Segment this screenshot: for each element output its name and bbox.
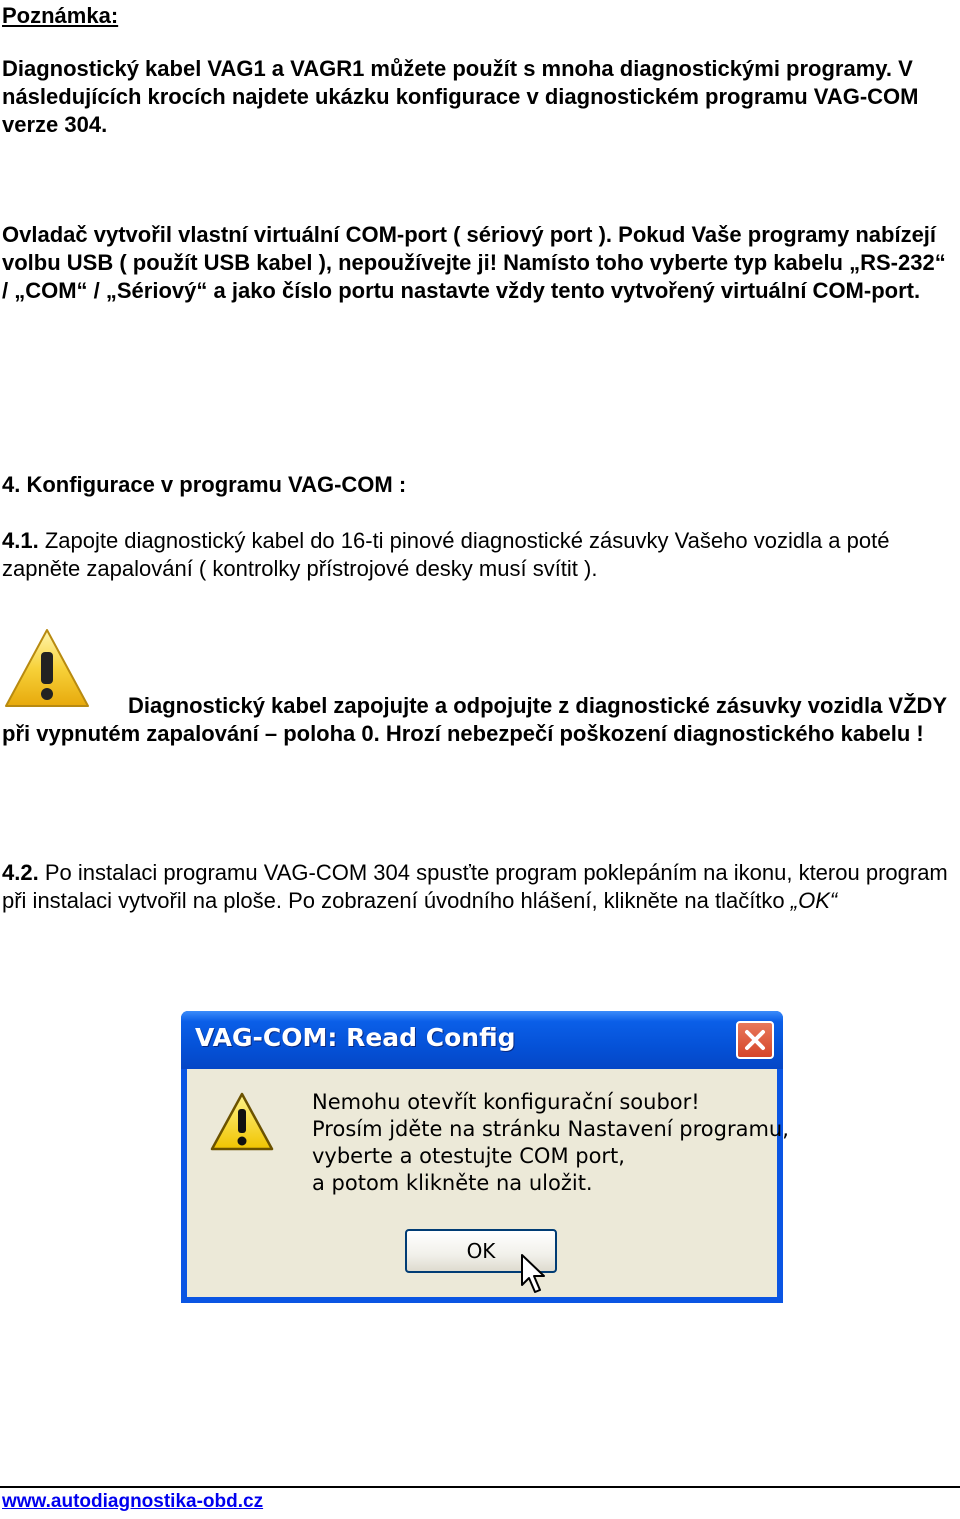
dialog-titlebar[interactable] bbox=[181, 1011, 783, 1069]
intro-paragraph: Diagnostický kabel VAG1 a VAGR1 můžete použít s mnoha diagnostickými programy. V následujících krocích najdete ukázku konfigurace v diagnostickém programu VAG-COM verze 304. bbox=[2, 56, 919, 137]
close-icon bbox=[738, 1023, 772, 1057]
warning-text: Diagnostický kabel zapojujte a odpojujte z diagnostické zásuvky vozidla VŽDY při vypnutém zapalování – poloha 0. Hrozí nebezpečí poškození diagnostického kabelu ! bbox=[2, 693, 947, 746]
read-config-dialog bbox=[181, 1011, 789, 1303]
note-title: Poznámka: bbox=[2, 3, 119, 28]
mouse-pointer-icon bbox=[520, 1253, 550, 1297]
dialog-body bbox=[187, 1069, 789, 1297]
close-button[interactable] bbox=[736, 1021, 774, 1059]
step-4-1-number: 4.1. bbox=[2, 528, 39, 553]
dialog-message-line: Prosím jděte na stránku Nastavení programu, bbox=[312, 1117, 789, 1141]
dialog-message-line: vyberte a otestujte COM port, bbox=[312, 1144, 625, 1168]
dialog-message bbox=[312, 1089, 789, 1197]
ok-quote: „OK“ bbox=[790, 888, 838, 913]
dialog-message-line: a potom klikněte na uložit. bbox=[312, 1171, 593, 1195]
footer-divider bbox=[0, 1486, 960, 1488]
step-4-1 bbox=[2, 527, 952, 583]
warning-icon bbox=[209, 1091, 275, 1153]
step-4-2-text: Po instalaci programu VAG-COM 304 spusťte program poklepáním na ikonu, kterou program při instalaci vytvořil na ploše. Po zobrazení úvodního hlášení, klikněte na tlačítko bbox=[2, 860, 948, 913]
dialog-message-line: Nemohu otevřít konfigurační soubor! bbox=[312, 1090, 700, 1114]
website-link[interactable]: www.autodiagnostika-obd.cz bbox=[2, 1491, 264, 1512]
ok-button[interactable]: OK bbox=[405, 1229, 557, 1273]
step-4-1-text: Zapojte diagnostický kabel do 16-ti pinové diagnostické zásuvky Vašeho vozidla a poté zapněte zapalování ( kontrolky přístrojové desky musí svítit ). bbox=[2, 528, 890, 581]
step-4-2-number: 4.2. bbox=[2, 860, 39, 885]
dialog-title: VAG-COM: Read Config bbox=[195, 1023, 516, 1052]
com-port-paragraph: Ovladač vytvořil vlastní virtuální COM-port ( sériový port ). Pokud Vaše programy nabízejí volbu USB ( použít USB kabel ), nepoužívejte ji! Namísto toho vyberte typ kabelu „RS-232“ / „COM“ / „Sériový“ a jako číslo portu nastavte vždy tento vytvořený virtuální COM-port. bbox=[2, 222, 946, 303]
step-4-2 bbox=[2, 859, 952, 915]
section-heading: 4. Konfigurace v programu VAG-COM : bbox=[2, 472, 407, 497]
